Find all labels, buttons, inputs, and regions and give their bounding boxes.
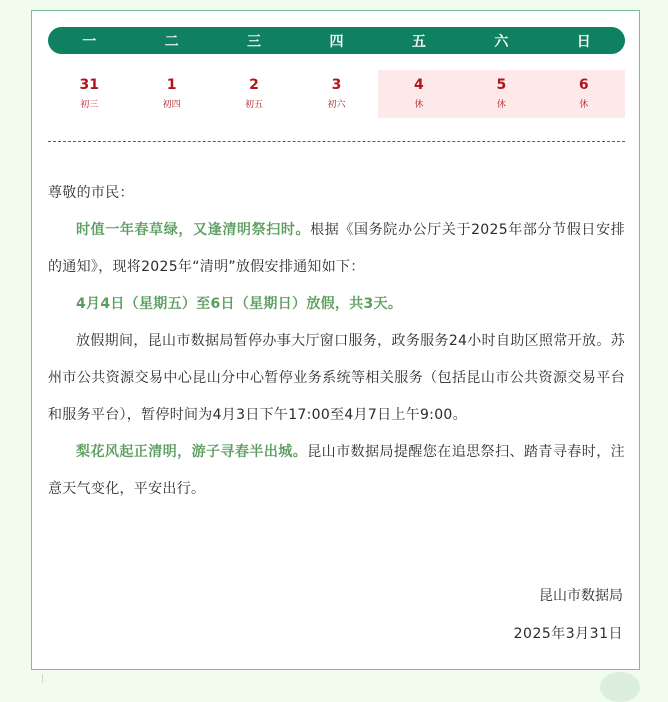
holiday-badge: 休 bbox=[496, 100, 506, 110]
issue-date: 2025年3月31日 bbox=[513, 626, 623, 642]
day-number: 31 bbox=[79, 77, 99, 93]
decor-tick bbox=[42, 674, 43, 683]
weekday-mon: 一 bbox=[82, 33, 97, 50]
weekday-tue: 二 bbox=[164, 33, 179, 50]
weekday-header bbox=[48, 27, 625, 54]
calendar-day-holiday bbox=[378, 70, 460, 118]
calendar-day bbox=[130, 70, 212, 118]
calendar-day bbox=[48, 70, 130, 118]
day-number: 2 bbox=[249, 77, 259, 93]
holiday-badge: 休 bbox=[414, 100, 424, 110]
calendar-day-holiday bbox=[460, 70, 542, 118]
intro-highlight: 时值一年春草绿，又逢清明祭扫时。 bbox=[76, 222, 311, 238]
notice-body bbox=[48, 175, 625, 508]
paragraph-reminder bbox=[48, 434, 625, 508]
weekday-wed: 三 bbox=[247, 33, 262, 50]
reminder-highlight: 梨花风起正清明，游子寻春半出城。 bbox=[76, 444, 308, 460]
holiday-badge: 休 bbox=[579, 100, 589, 110]
paragraph-schedule bbox=[48, 286, 625, 323]
paragraph-intro bbox=[48, 212, 625, 286]
lunar-date: 初五 bbox=[245, 100, 264, 110]
signature: 昆山市数据局 bbox=[539, 588, 623, 604]
intro-text: 根据《国务院办公厅关于2025年部分节假日安排的通知》，现将2025年“清明”放假安排通知如下： bbox=[48, 222, 625, 275]
lunar-date: 初三 bbox=[80, 100, 99, 110]
schedule-highlight: 4月4日（星期五）至6日（星期日）放假，共3天。 bbox=[76, 296, 403, 312]
greeting: 尊敬的市民： bbox=[48, 185, 134, 201]
weekday-fri: 五 bbox=[411, 33, 426, 50]
notice-card bbox=[31, 10, 640, 670]
weekday-sun: 日 bbox=[576, 33, 591, 50]
paragraph-services: 放假期间，昆山市数据局暂停办事大厅窗口服务，政务服务24小时自助区照常开放。苏州市公共资源交易中心昆山分中心暂停业务系统等相关服务（包括昆山市公共资源交易平台和服务平台），暂停时间为4月3日下午17:00至4月7日上午9:00。 bbox=[48, 333, 625, 423]
lunar-date: 初四 bbox=[162, 100, 181, 110]
lunar-date: 初六 bbox=[327, 100, 346, 110]
calendar-day bbox=[213, 70, 295, 118]
day-number: 5 bbox=[496, 77, 507, 93]
calendar-days bbox=[48, 70, 625, 118]
day-number: 1 bbox=[166, 77, 177, 93]
day-number: 4 bbox=[414, 77, 424, 93]
dashed-divider bbox=[48, 141, 625, 142]
day-number: 6 bbox=[578, 77, 589, 93]
day-number: 3 bbox=[331, 77, 342, 93]
decor-blob bbox=[600, 672, 640, 702]
weekday-sat: 六 bbox=[494, 33, 509, 50]
reminder-text: 昆山市数据局提醒您在追思祭扫、踏青寻春时，注意天气变化，平安出行。 bbox=[48, 444, 625, 497]
weekday-thu: 四 bbox=[329, 33, 344, 50]
calendar-day-holiday bbox=[543, 70, 625, 118]
calendar-day bbox=[295, 70, 377, 118]
